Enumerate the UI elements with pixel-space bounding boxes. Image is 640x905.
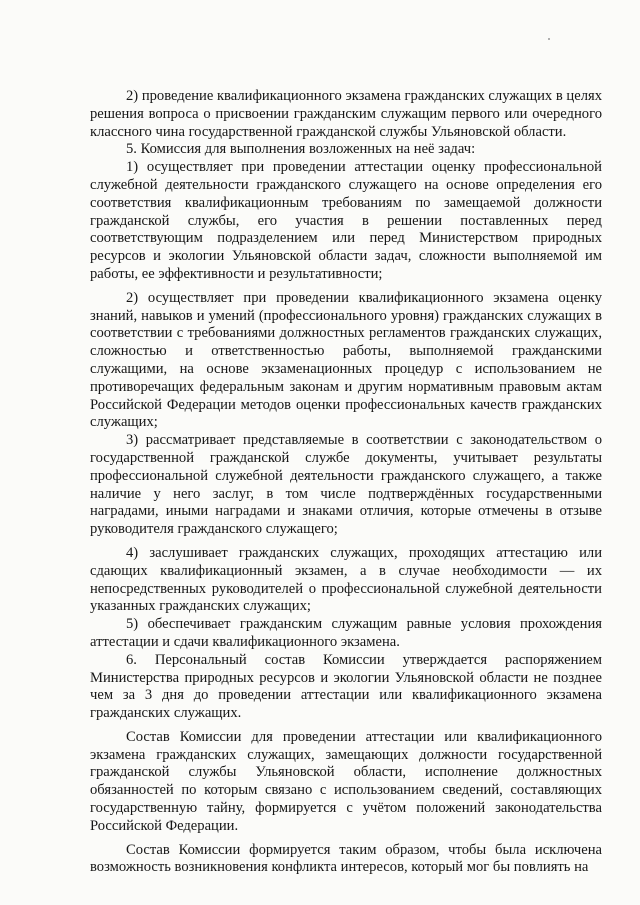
paragraph-commission-composition-secret: Состав Комиссии для проведении аттестации или квалификационного экзамена гражданских служащих, замещающих должности государственной гражданской службы Ульяновской области, исполнение должностных обязанностей по которым связано с использованием сведений, составляющих государственную тайну, формируется с учётом положений законодательства Российской Федерации. <box>90 728 602 834</box>
paragraph-5-3: 3) рассматривает представляемые в соответствии с законодательством о государственной гражданской службе документы, учитывает результаты профессиональной служебной деятельности гражданского служащего, а также наличие у него заслуг, в том числе подтверждённых государственными наградами, иными наградами и знаками отличия, которые отмечены в отзыве руководителя гражданского служащего; <box>90 432 602 538</box>
document-body <box>90 88 602 877</box>
paragraph-5-4: 4) заслушивает гражданских служащих, проходящих аттестацию или сдающих квалификационный экзамен, а в случае необходимости — их непосредственных руководителей о профессиональной служебной деятельности указанных гражданских служащих; <box>90 544 602 615</box>
paragraph-5-1: 1) осуществляет при проведении аттестации оценку профессиональной служебной деятельности гражданского служащего на основе определения его соответствия квалификационным требованиям по замещаемой должности гражданской службы, его участия в решении поставленных перед соответствующим подразделением или перед Министерством природных ресурсов и экологии Ульяновской области задач, сложности выполняемой им работы, ее эффективности и результативности; <box>90 159 602 282</box>
paragraph-commission-conflict-of-interest: Состав Комиссии формируется таким образом, чтобы была исключена возможность возникновения конфликта интересов, который мог бы повлиять на <box>90 841 602 876</box>
paragraph-section-6: 6. Персональный состав Комиссии утверждается распоряжением Министерства природных ресурсов и экологии Ульяновской области не позднее чем за 3 дня до проведении аттестации или квалификационного экзамена гражданских служащих. <box>90 651 602 722</box>
paragraph-5-2: 2) осуществляет при проведении квалификационного экзамена оценку знаний, навыков и умений (профессионального уровня) гражданских служащих в соответствии с требованиями должностных регламентов гражданских служащих, сложностью и ответственностью работы, выполняемой гражданскими служащими, на основе экзаменационных процедур с использованием не противоречащих федеральным законам и другим нормативным правовым актам Российской Федерации методов оценки профессиональных качеств гражданских служащих; <box>90 289 602 431</box>
paragraph-section-5-heading: 5. Комиссия для выполнения возложенных на неё задач: <box>126 141 476 158</box>
paragraph-5-5: 5) обеспечивает гражданским служащим равные условия прохождения аттестации и сдачи квалификационного экзамена. <box>90 616 602 650</box>
scan-speck <box>548 38 550 40</box>
paragraph-exam-purpose: 2) проведение квалификационного экзамена гражданских служащих в целях решения вопроса о присвоении гражданским служащим первого или очередного классного чина государственной гражданской службы Ульяновской области. <box>90 88 602 140</box>
